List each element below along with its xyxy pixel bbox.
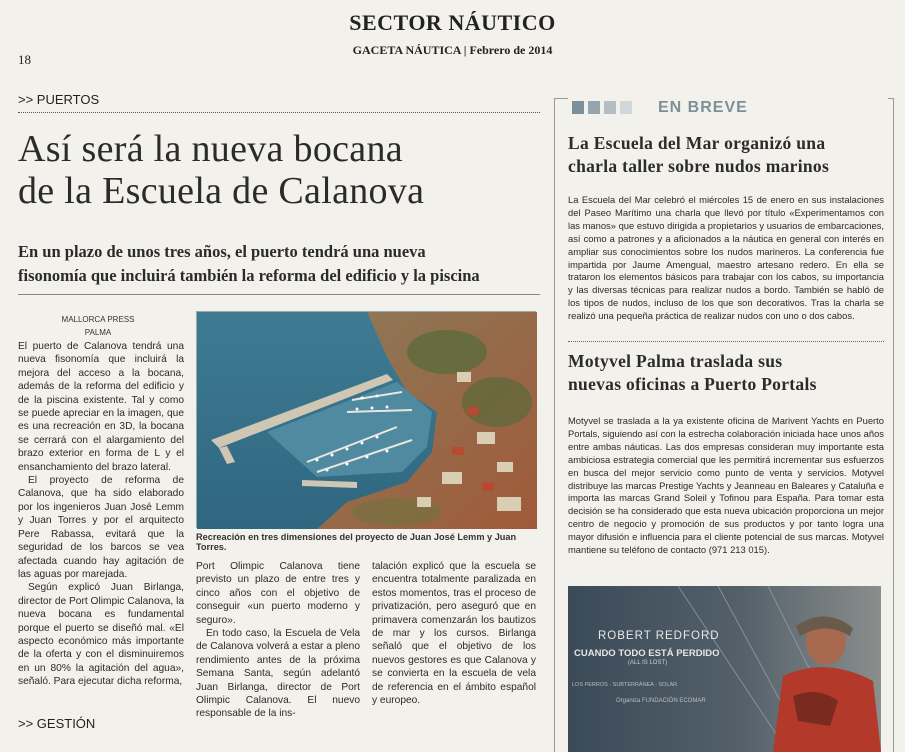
harbour-illustration (197, 312, 537, 529)
color-box (620, 101, 632, 114)
brief-2-text: Motyvel se traslada a la ya existente oficina de Marivent Yachts en Puerto Portals, siguiendo así con la estrecha colaboración iniciada hace unos años entre ambas náuticas. Las dos empresas consideran muy importante esta ambiciosa estrategia comercial que les permitirá incrementar sus esfuerzos en busca del mejor servicio como punto de venta y servicios. Motyvel distribuye las marcas Prestige Yachts y Jeanneau en Baleares y Cataluña e importa las marcas Grand Soleil y Tofinou para España. Para tomar esta decisión se ha considerado que esta nueva ubicación proporciona un mejor centro de negocio y promoción de sus productos y por tanto logra una mayor difusión e influencia para el cliente potencial de sus marcas. Motyvel mantiene su teléfono de contacto (971 213 015). (568, 415, 884, 556)
publication-section-title: SECTOR NÁUTICO (349, 10, 556, 35)
brief-1-title (568, 132, 884, 178)
article-byline (18, 313, 178, 339)
article-column-2 (196, 560, 360, 720)
brief-2-title-line-1: Motyvel Palma traslada sus (568, 351, 783, 371)
article-column-1 (18, 340, 184, 706)
brief-2-title (568, 350, 884, 396)
article-paragraph: Según explicó Juan Birlanga, director de Port Olimpic Calanova, la nueva bocana es fundamental porque el puerto se diseñó mal. «El aspecto económico más importante de la oferta y con el disminuiremos en un 80% la agitación del agua», señaló. Para ejecutar dicha reforma, (18, 582, 184, 688)
advert-foundation: Organiza FUNDACIÓN ECOMAR (616, 698, 706, 704)
article-paragraph: talación explicó que la escuela se encuentra totalmente paralizada en estos momentos, tras el proceso de privatización, pero aseguró que en primavera comenzarán los bautizos de mar y los cursos. Birlanga señaló que el objetivo de los nuevos gestores es que Calanova y se convierta en la escuela de vela de referencia en el ámbito español y europeo. (372, 561, 536, 707)
color-box (572, 101, 584, 114)
advert-credits: LOS PERROS · SUBTERRÁNEA · SOLAR (572, 682, 678, 688)
section-tag-gestion: >> GESTIÓN (18, 716, 96, 731)
en-breve-label: EN BREVE (658, 99, 748, 116)
color-box (604, 101, 616, 114)
publication-name-date: GACETA NÁUTICA | Febrero de 2014 (352, 43, 553, 57)
section-divider (18, 112, 540, 113)
advert-film-tag: (ALL IS LOST) (628, 660, 668, 666)
subhead-divider (18, 294, 540, 295)
article-paragraph: El proyecto de reforma de Calanova, que ha sido elaborado por los ingenieros Juan José Lemm y Juan Torres y por el arquitecto Pere Rabassa, evitará que la seguridad de los barcos se vea afectada cuando hay agitación de las aguas por marejada. (18, 475, 184, 580)
harbour-aerial-photo (196, 311, 536, 528)
section-tag-puertos: >> PUERTOS (18, 92, 100, 107)
advert-background (568, 586, 881, 752)
brief-1-title-line-2: charla taller sobre nudos marinos (568, 156, 830, 176)
brief-1-text: La Escuela del Mar celebró el miércoles 15 de enero en sus instalaciones del Paseo Marítimo una charla que llevó por título «Experimentamos con las manos» que estuvo dirigida a propietarios y usuarios de embarcaciones, así como a patrones y a aficionados a la náutica en general con interés en ampliar sus conocimientos sobre los nudos marineros. La conferencia fue impartida por Jaume Amengual, maestro artesano redero. En ella se trataron los elementos básicos para trabajar con los cabos, su importancia y las diversas técnicas para realizar nudos a bordo. También se habló de los tipos de nudos, incluso de los que son decorativos. Tras la charla se realizó una pequeña práctica de realizar nudos con uno o dos cabos. (568, 194, 884, 322)
photo-caption: Recreación en tres dimensiones del proyecto de Juan José Lemm y Juan Torres. (196, 532, 517, 552)
brief-1-title-line-1: La Escuela del Mar organizó una (568, 133, 826, 153)
article-paragraph: El puerto de Calanova tendrá una nueva fisonomía que incluirá la mejora del acceso a la bocana, además de la reforma del edificio y de la piscina existente. Tal y como se puede apreciar en la imagen, que es una recreación en 3D, la bocana se cerrará con el alargamiento del brazo exterior en forma de L y el ensanchamiento del brazo lateral. (18, 341, 184, 473)
article-headline (18, 128, 538, 212)
subhead-line-1: En un plazo de unos tres años, el puerto tendrá una nueva (18, 242, 426, 261)
page-number: 18 (18, 52, 31, 67)
byline-place: PALMA (84, 328, 112, 337)
brief-divider (568, 341, 884, 342)
article-subheadline (18, 240, 540, 288)
article-paragraph: Port Olimpic Calanova tiene previsto un plazo de entre tres y cinco años con el objetivo de conseguir «un puerto moderno y seguro». (196, 561, 360, 626)
film-advert (568, 586, 881, 752)
subhead-line-2: fisonomía que incluirá también la reforma del edificio y la piscina (18, 266, 480, 285)
article-column-3 (372, 560, 536, 710)
headline-line-2: de la Escuela de Calanova (18, 170, 425, 212)
brief-2-title-line-2: nuevas oficinas a Puerto Portals (568, 374, 817, 394)
article-paragraph: En todo caso, la Escuela de Vela de Calanova volverá a estar a pleno rendimiento antes de la próxima Semana Santa, según adelantó Juan Birlanga, director de Port Olimpic Calanova. El nuevo responsable de la ins- (196, 628, 360, 720)
advert-actor: ROBERT REDFORD (598, 630, 720, 642)
advert-film-title: CUANDO TODO ESTÁ PERDIDO (574, 648, 720, 659)
byline-agency: MALLORCA PRESS (61, 315, 135, 324)
color-box (588, 101, 600, 114)
headline-line-1: Así será la nueva bocana (18, 128, 403, 170)
en-breve-color-boxes (572, 101, 636, 119)
